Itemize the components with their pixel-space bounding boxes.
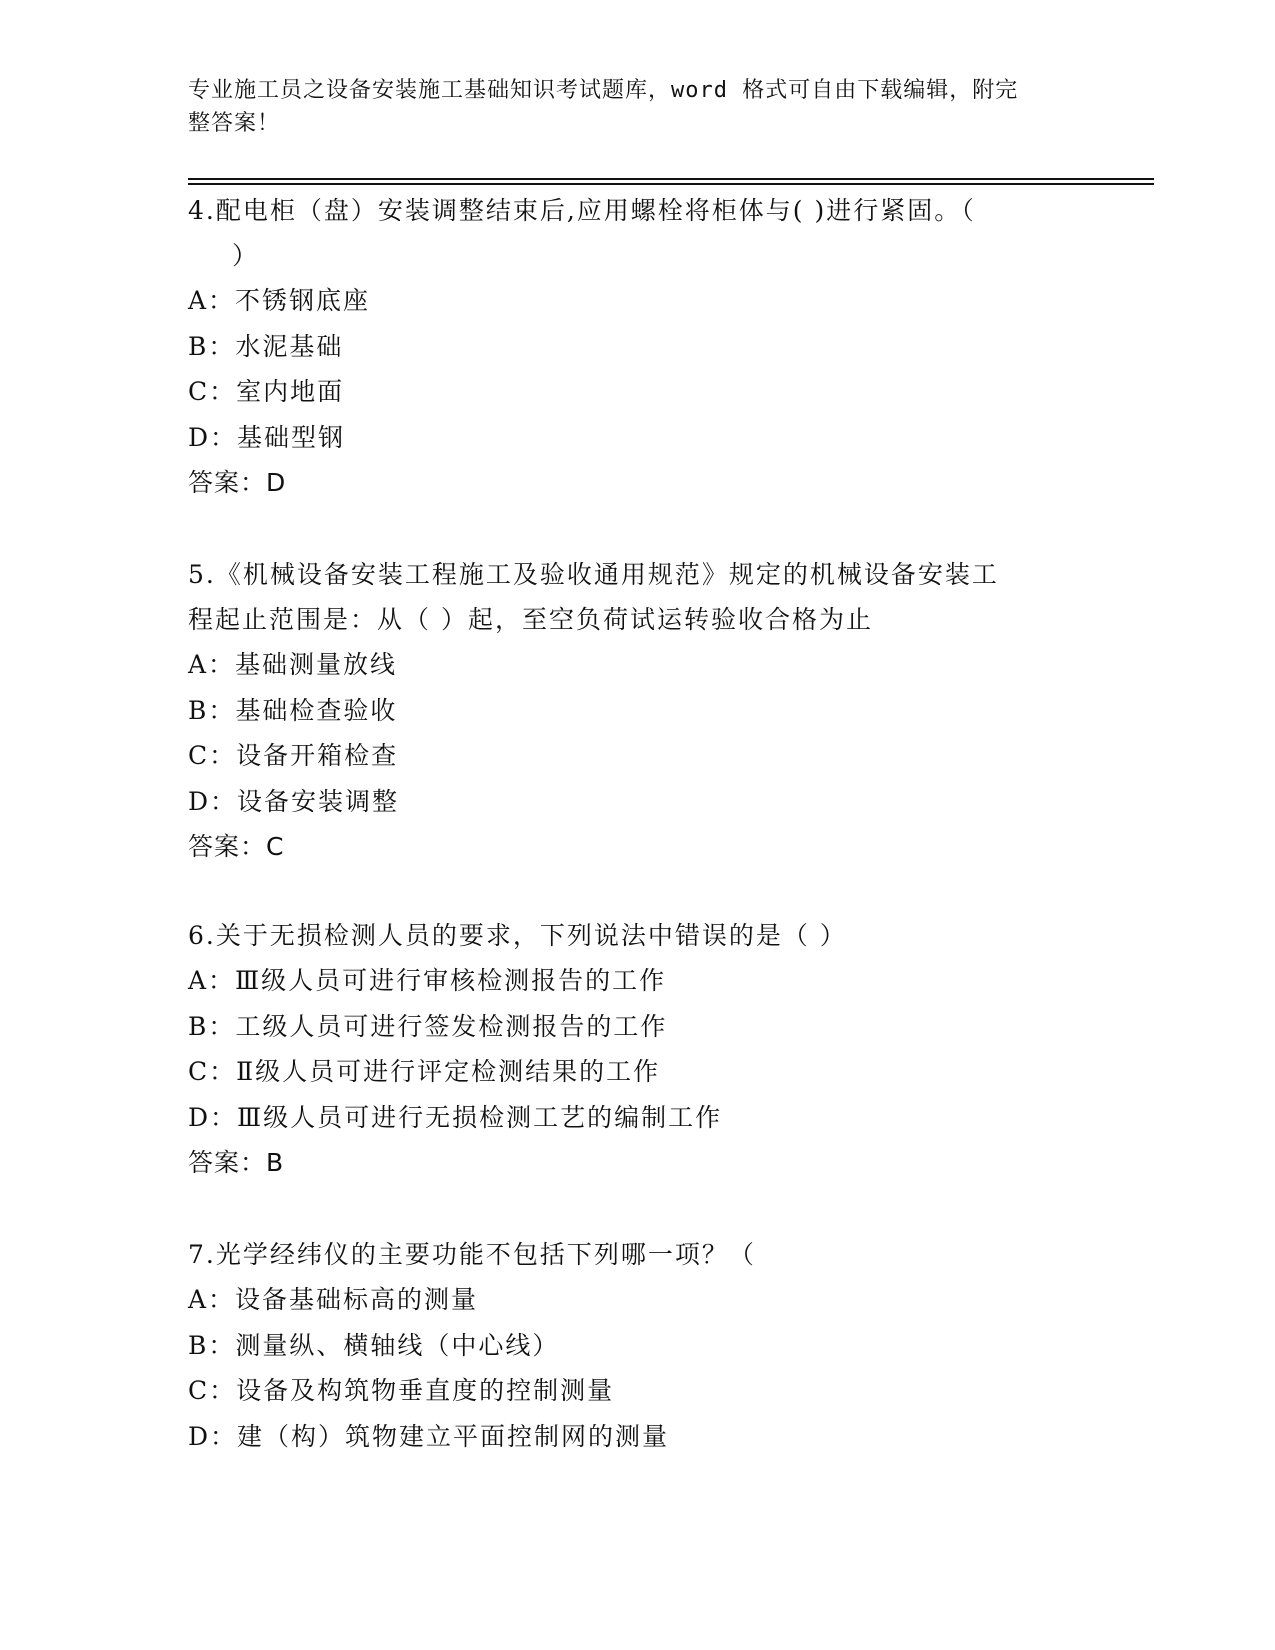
option-c: C：室内地面: [188, 377, 345, 406]
question-stem: 6.关于无损检测人员的要求，下列说法中错误的是（ ）: [188, 921, 847, 950]
option-a: A：基础测量放线: [188, 650, 398, 679]
question-4: [188, 188, 1088, 506]
document-header: [188, 74, 1068, 140]
question-5: [188, 552, 1088, 870]
option-d: D：建（构）筑物建立平面控制网的测量: [188, 1421, 670, 1451]
answer: 答案：B: [188, 1148, 285, 1177]
option-b: B：水泥基础: [188, 331, 344, 361]
option-b: B：工级人员可进行签发检测报告的工作: [188, 1011, 668, 1041]
question-stem: 7.光学经纬仪的主要功能不包括下列哪一项？（: [188, 1240, 756, 1269]
header-line-1: 专业施工员之设备安装施工基础知识考试题库，word 格式可自由下载编辑，附完: [188, 78, 1019, 103]
option-b: B：基础检查验收: [188, 695, 398, 725]
option-c: C：Ⅱ级人员可进行评定检测结果的工作: [188, 1057, 661, 1086]
option-a: A：不锈钢底座: [188, 286, 371, 315]
option-a: A：Ⅲ级人员可进行审核检测报告的工作: [188, 966, 667, 995]
question-6: [188, 913, 1088, 1186]
answer: 答案：C: [188, 832, 285, 861]
question-stem-continuation: ）: [232, 241, 260, 270]
option-a: A：设备基础标高的测量: [188, 1285, 479, 1314]
option-d: D：Ⅲ级人员可进行无损检测工艺的编制工作: [188, 1102, 723, 1132]
option-b: B：测量纵、横轴线（中心线）: [188, 1330, 560, 1360]
header-line-2: 整答案！: [188, 111, 281, 136]
option-d: D：基础型钢: [188, 422, 346, 452]
question-stem-continuation: 程起止范围是：从（ ）起，至空负荷试运转验收合格为止: [188, 605, 873, 634]
header-divider-top: [188, 178, 1154, 180]
question-7: [188, 1232, 1088, 1459]
option-d: D：设备安装调整: [188, 786, 400, 816]
question-stem: 4.配电柜（盘）安装调整结束后,应用螺栓将柜体与( )进行紧固。（: [188, 196, 976, 225]
question-stem: 5.《机械设备安装工程施工及验收通用规范》规定的机械设备安装工: [188, 560, 999, 589]
answer: 答案：D: [188, 468, 287, 497]
option-c: C：设备开箱检查: [188, 741, 399, 770]
option-c: C：设备及构筑物垂直度的控制测量: [188, 1376, 615, 1405]
header-divider-bottom: [188, 183, 1154, 185]
